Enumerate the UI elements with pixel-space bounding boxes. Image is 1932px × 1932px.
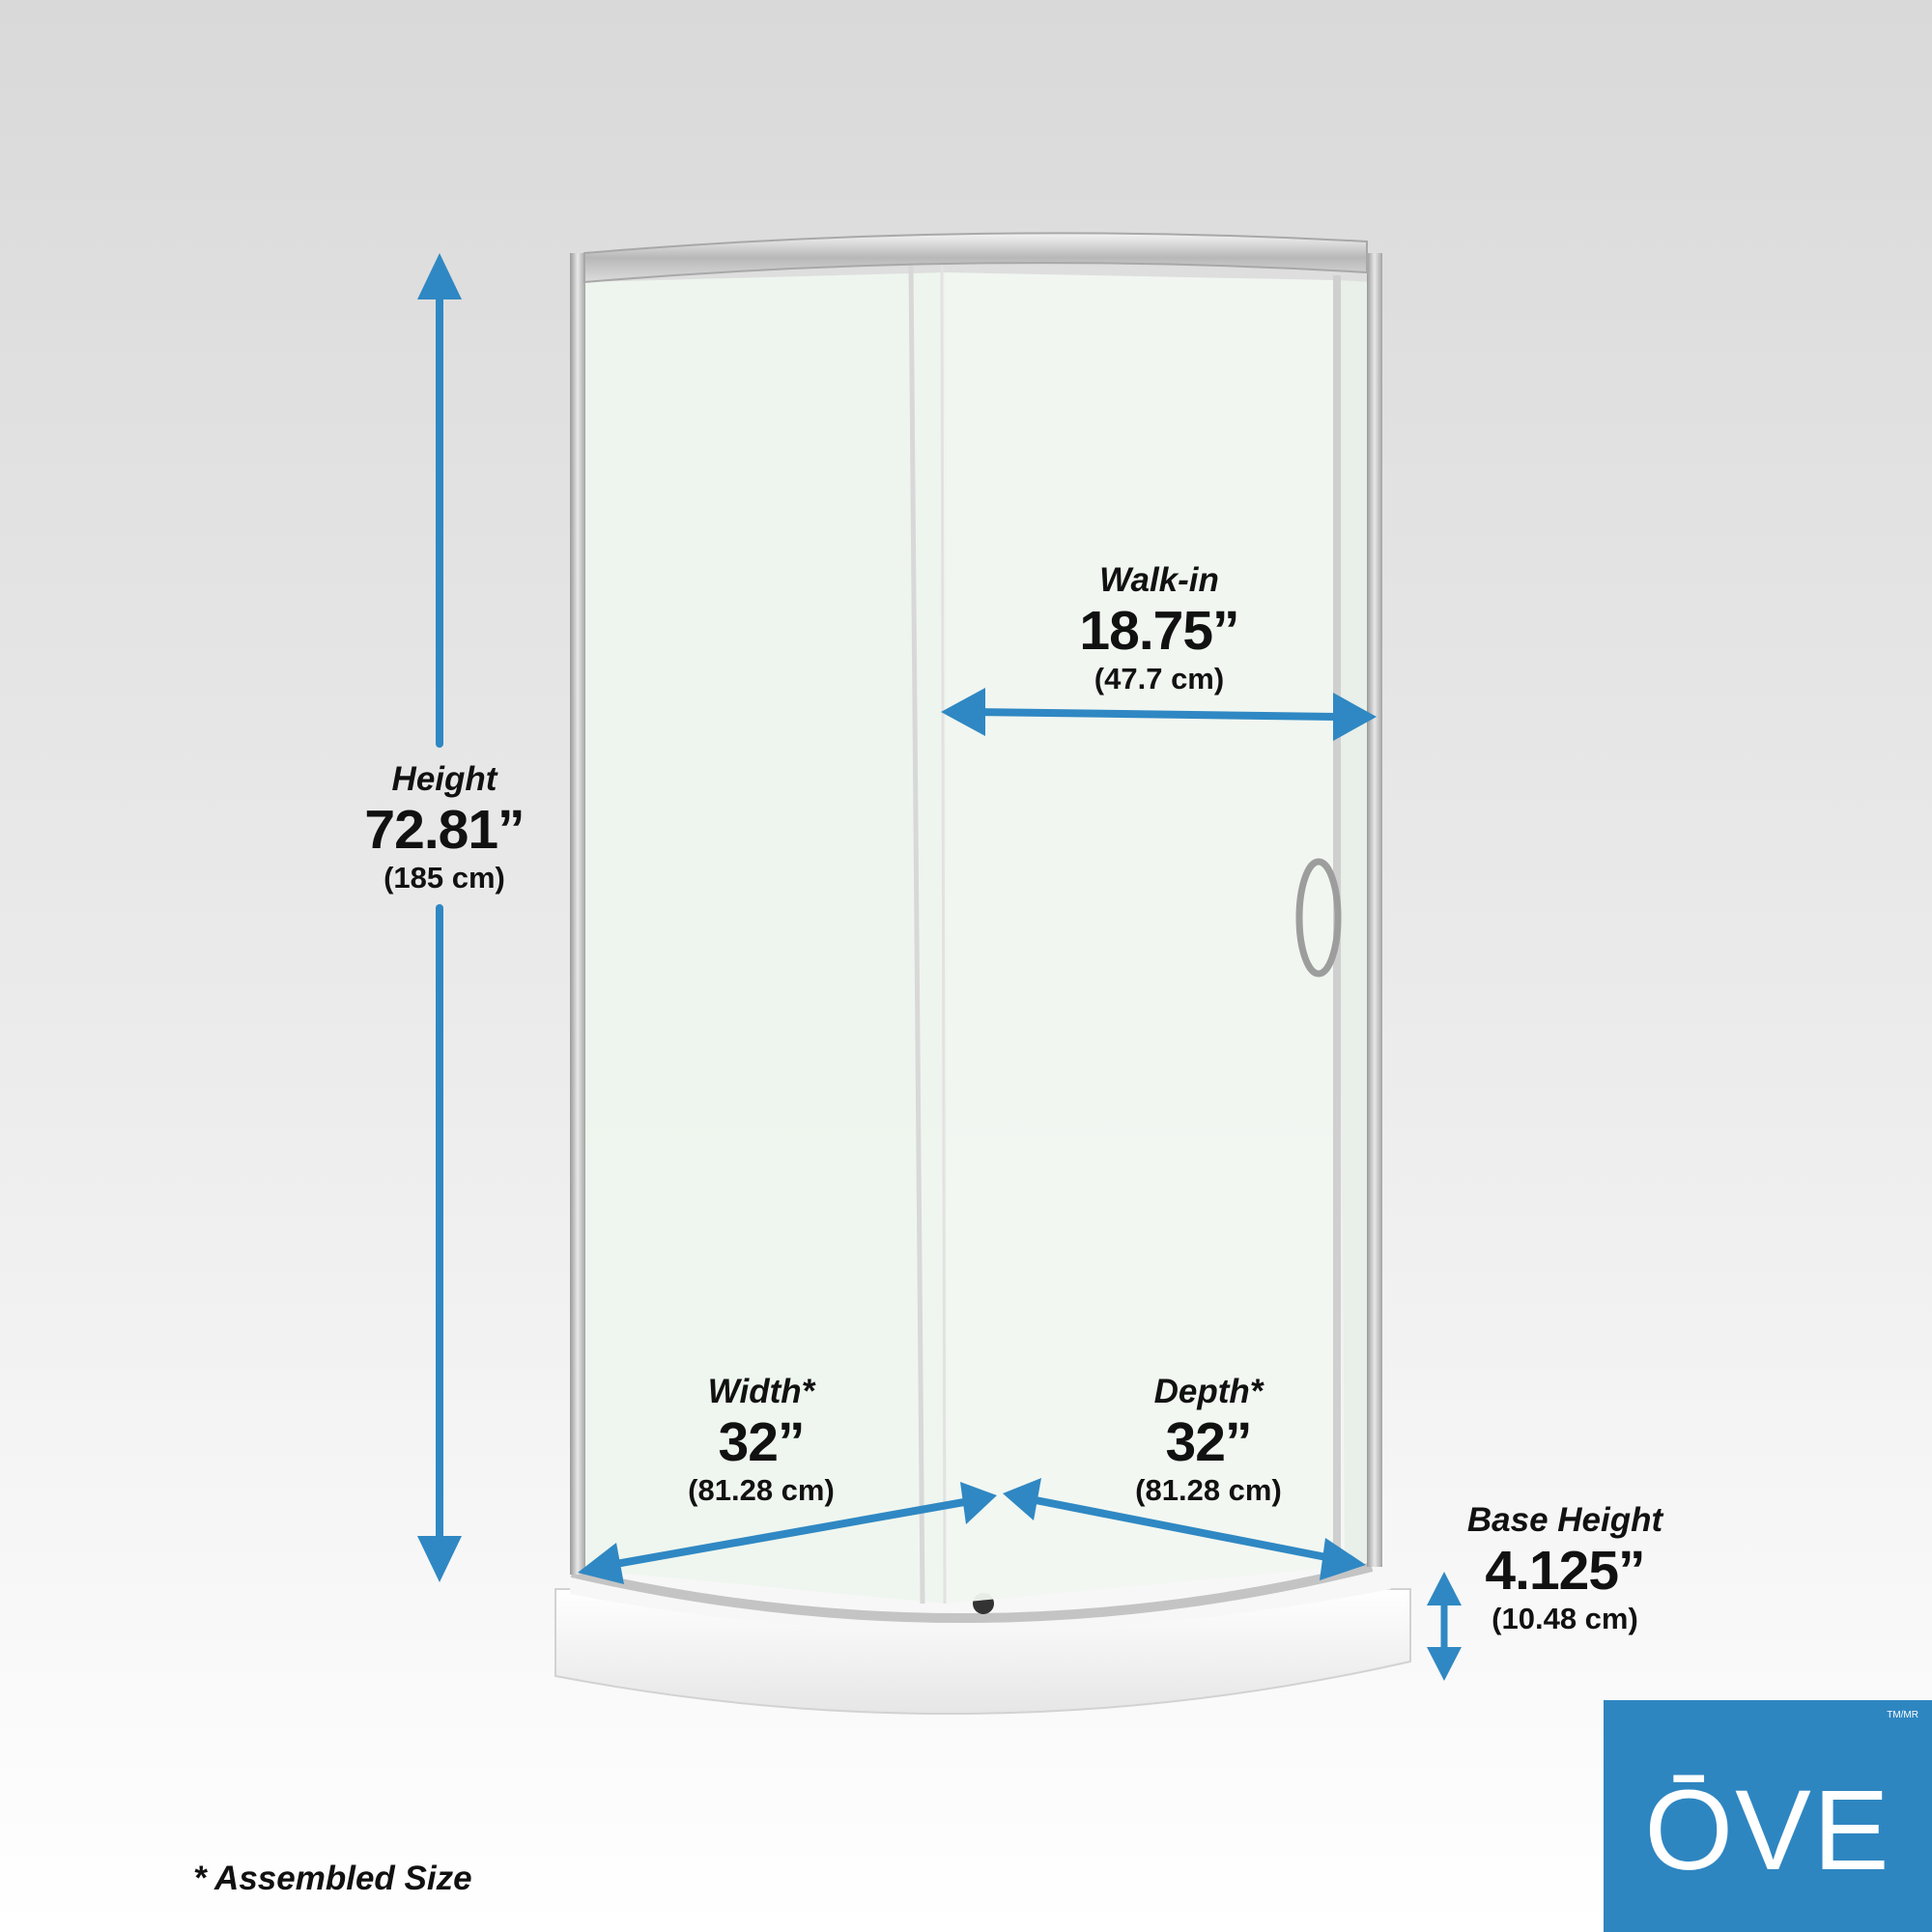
- base-height-label: Base Height: [1466, 1501, 1663, 1539]
- logo-trademark: TM/MR: [1887, 1710, 1918, 1720]
- right-post: [1367, 253, 1382, 1567]
- width-value: 32”: [718, 1411, 805, 1473]
- depth-value: 32”: [1165, 1411, 1252, 1473]
- base-height-metric: (10.48 cm): [1492, 1602, 1638, 1635]
- height-label: Height: [391, 760, 497, 798]
- base-height-value: 4.125”: [1485, 1540, 1645, 1602]
- ove-logo: [1604, 1700, 1932, 1932]
- height-dimension: [324, 759, 565, 896]
- width-label: Width*: [707, 1373, 815, 1410]
- width-metric: (81.28 cm): [688, 1473, 835, 1507]
- base-height-dimension: [1449, 1500, 1681, 1637]
- height-value: 72.81”: [364, 799, 525, 861]
- depth-metric: (81.28 cm): [1135, 1473, 1282, 1507]
- depth-label: Depth*: [1153, 1373, 1264, 1410]
- walk-in-dimension: [1038, 560, 1280, 697]
- height-arrow: [417, 253, 462, 1582]
- assembled-size-footnote: * Assembled Size: [193, 1860, 472, 1897]
- depth-dimension: [1088, 1372, 1329, 1509]
- height-metric: (185 cm): [384, 861, 505, 895]
- logo-text: ŌVE: [1644, 1767, 1891, 1894]
- walk-in-label: Walk-in: [1099, 561, 1219, 599]
- walk-in-metric: (47.7 cm): [1094, 662, 1225, 696]
- width-dimension: [640, 1372, 882, 1509]
- walk-in-value: 18.75”: [1079, 600, 1239, 662]
- left-post: [570, 253, 585, 1575]
